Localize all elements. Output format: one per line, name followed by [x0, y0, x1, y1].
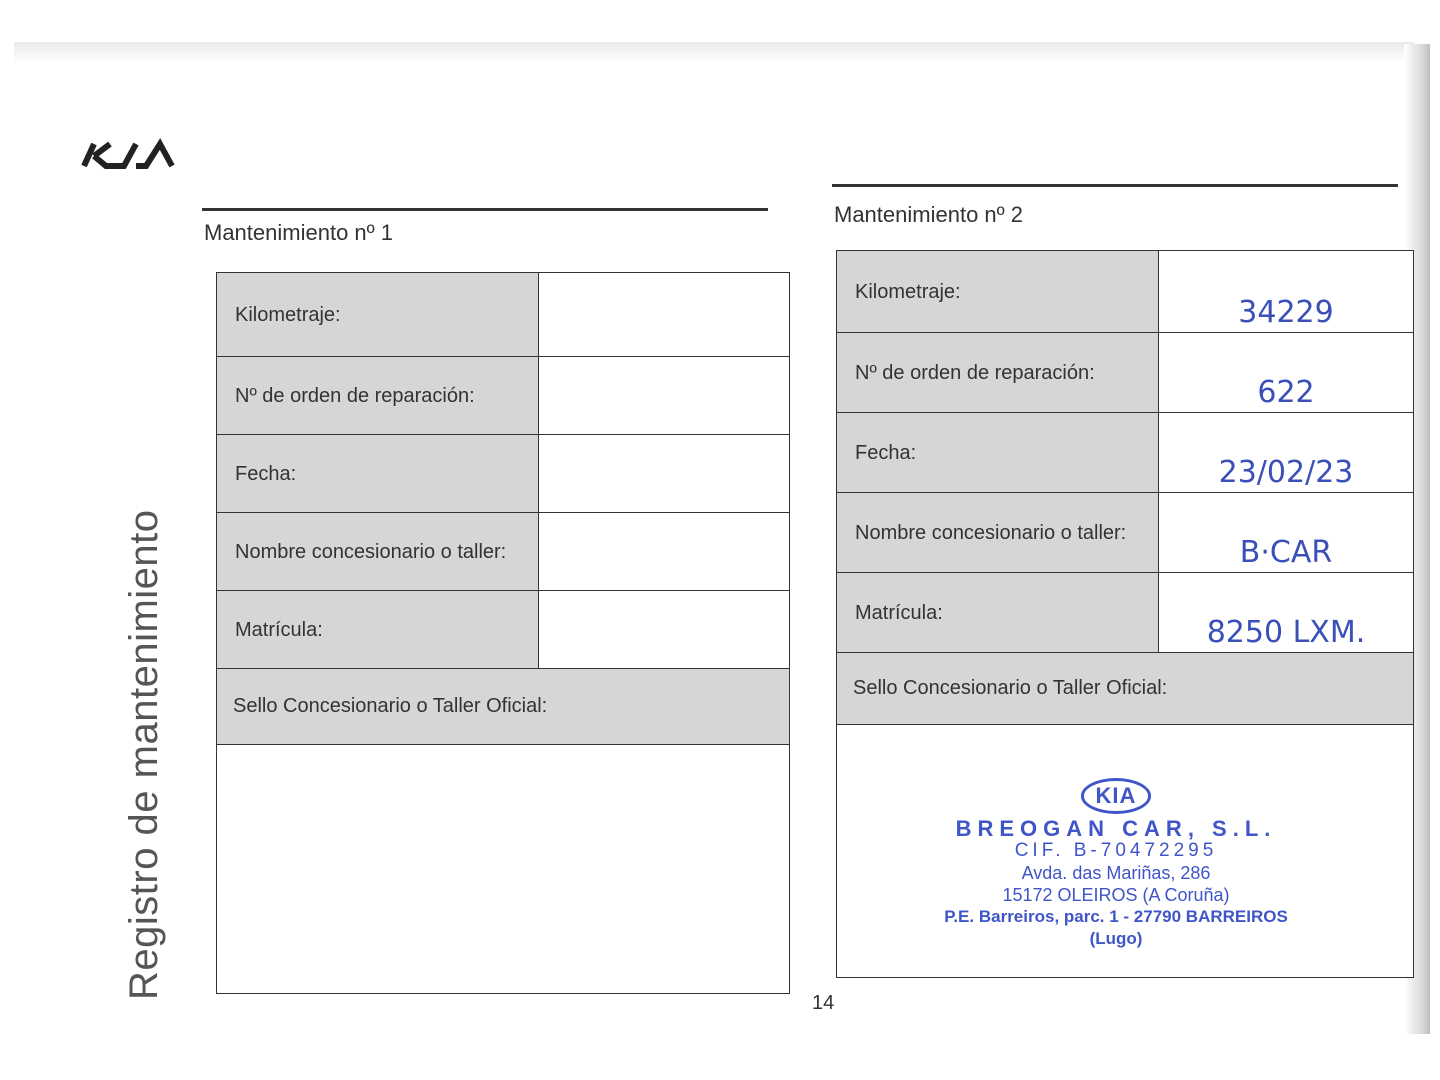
form1-table — [216, 272, 790, 994]
form2-value-matricula[interactable]: 8250 LXM. — [1206, 615, 1366, 650]
stamp-cif: CIF. B-70472295 — [1014, 840, 1218, 861]
form1-seal-label: Sello Concesionario o Taller Oficial: — [217, 669, 789, 745]
form1-row-kilometraje — [217, 273, 789, 357]
form1-value-matricula[interactable] — [539, 591, 789, 668]
kia-logo — [80, 138, 180, 170]
form2-label-kilometraje: Kilometraje: — [837, 251, 1159, 332]
form1-label-kilometraje: Kilometraje: — [217, 273, 539, 356]
form2-label-orden: Nº de orden de reparación: — [837, 333, 1159, 412]
form1-title: Mantenimiento nº 1 — [204, 220, 394, 245]
form1-value-taller[interactable] — [539, 513, 789, 590]
form1-value-orden[interactable] — [539, 357, 789, 434]
stamp-address-3: P.E. Barreiros, parc. 1 - 27790 BARREIROS (Lugo) — [944, 907, 1288, 948]
form1-value-fecha[interactable] — [539, 435, 789, 512]
form1-value-kilometraje[interactable] — [539, 273, 789, 356]
form2-value-orden[interactable]: 622 — [1257, 375, 1315, 410]
form2-label-matricula: Matrícula: — [837, 573, 1159, 652]
form1-row-orden — [217, 357, 789, 435]
form2-row-matricula — [837, 573, 1413, 653]
scan-edge-top — [14, 42, 1414, 64]
stamp-address-2: 15172 OLEIROS (A Coruña) — [1002, 885, 1230, 905]
form1-row-taller — [217, 513, 789, 591]
form1-label-matricula: Matrícula: — [217, 591, 539, 668]
stamp-kia-logo: KIA — [1081, 778, 1152, 814]
form1-label-taller: Nombre concesionario o taller: — [217, 513, 539, 590]
form1-seal-area — [217, 745, 789, 989]
form1-label-orden: Nº de orden de reparación: — [217, 357, 539, 434]
form1-header-rule — [202, 208, 768, 211]
form2-seal-label: Sello Concesionario o Taller Oficial: — [837, 653, 1413, 725]
form2-value-fecha[interactable]: 23/02/23 — [1218, 455, 1354, 490]
form1-row-matricula — [217, 591, 789, 669]
stamp-address-1: Avda. das Mariñas, 286 — [1021, 863, 1211, 883]
dealer-stamp — [916, 778, 1316, 950]
stamp-company: BREOGAN CAR, S.L. — [955, 816, 1277, 841]
form2-label-fecha: Fecha: — [837, 413, 1159, 492]
form2-row-orden — [837, 333, 1413, 413]
form2-row-fecha — [837, 413, 1413, 493]
form2-label-taller: Nombre concesionario o taller: — [837, 493, 1159, 572]
side-title: Registro de mantenimiento — [122, 509, 166, 1000]
page-number: 14 — [812, 992, 835, 1014]
form2-title: Mantenimiento nº 2 — [834, 202, 1024, 227]
form2-row-kilometraje — [837, 251, 1413, 333]
form2-row-taller — [837, 493, 1413, 573]
form2-value-kilometraje[interactable]: 34229 — [1238, 295, 1334, 330]
form2-header-rule — [832, 184, 1398, 187]
form1-label-fecha: Fecha: — [217, 435, 539, 512]
form1-row-fecha — [217, 435, 789, 513]
form2-value-taller[interactable]: B·CAR — [1239, 535, 1333, 570]
